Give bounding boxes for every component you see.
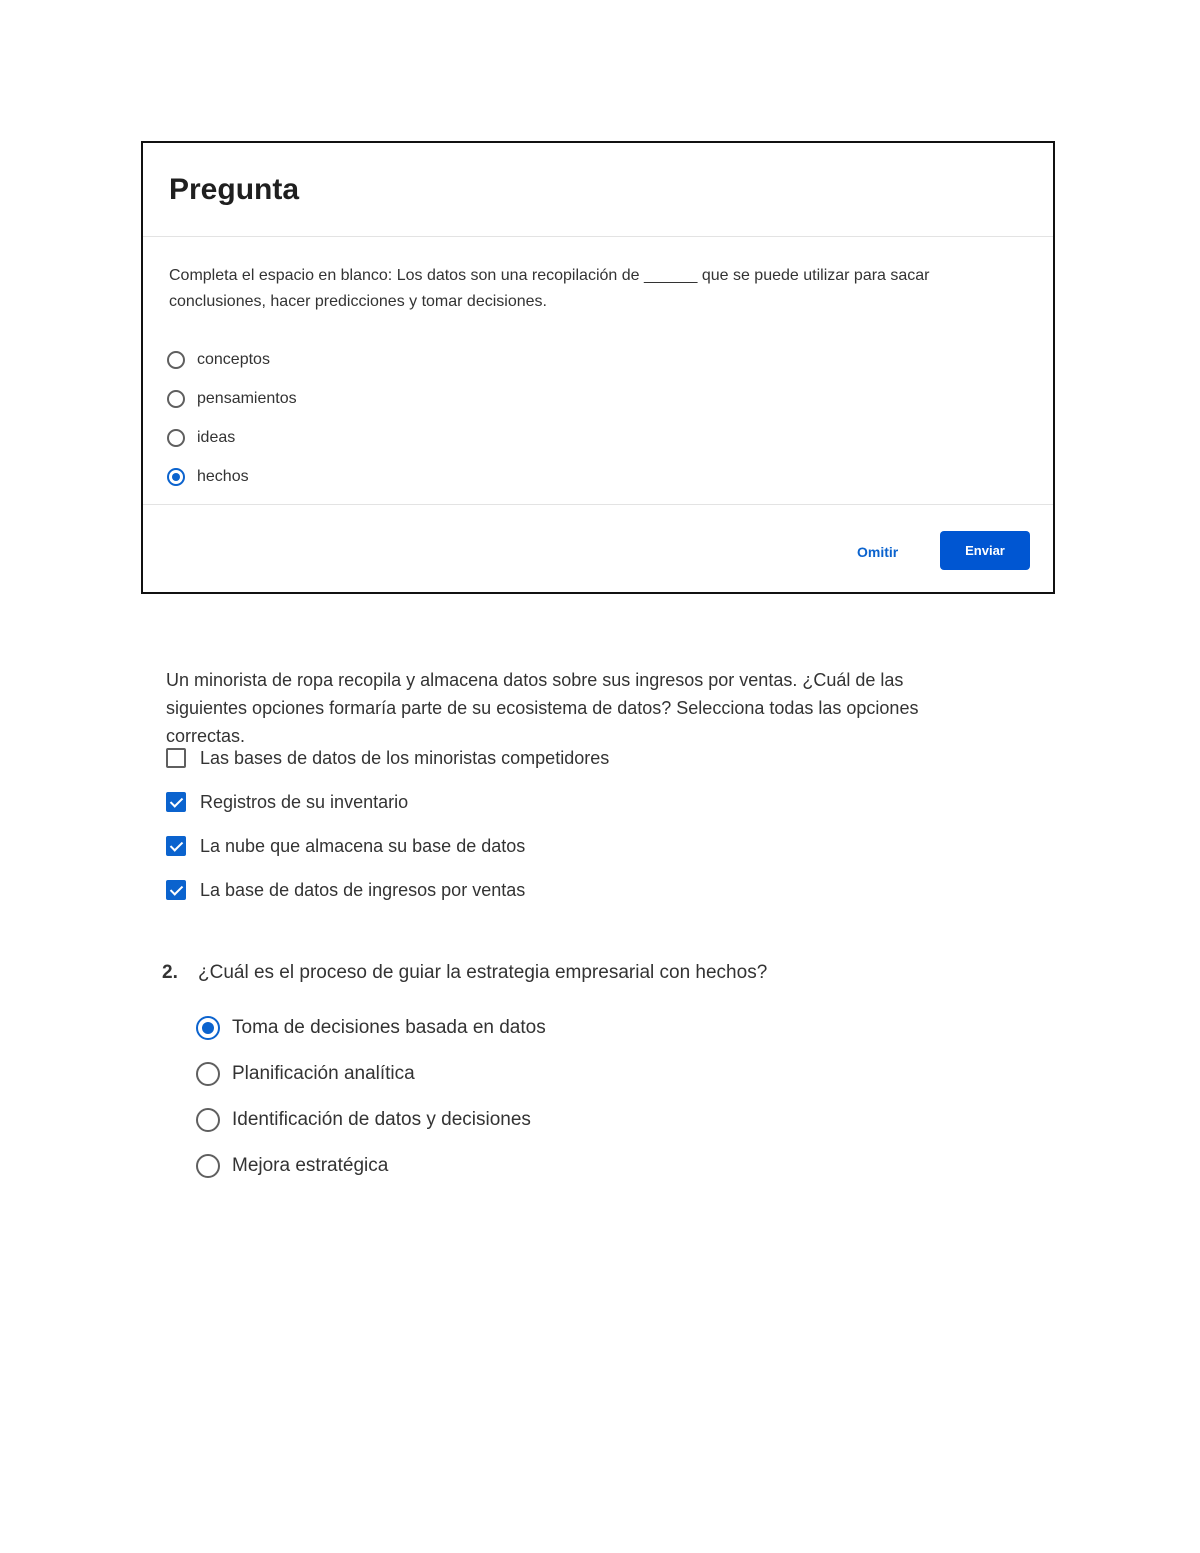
question-2-header bbox=[162, 962, 767, 984]
option-label: pensamientos bbox=[197, 389, 297, 407]
check-option-label: Las bases de datos de los minoristas competidores bbox=[200, 747, 610, 768]
q2-option-analytical-planning[interactable] bbox=[196, 1051, 546, 1097]
dialog-options bbox=[167, 340, 297, 496]
option-pensamientos[interactable] bbox=[167, 379, 297, 418]
radio-button[interactable] bbox=[167, 351, 185, 369]
option-label: hechos bbox=[197, 467, 249, 485]
radio-button[interactable] bbox=[167, 429, 185, 447]
check-option-label: La base de datos de ingresos por ventas bbox=[200, 879, 526, 900]
check-option-label: La nube que almacena su base de datos bbox=[200, 835, 526, 856]
question-dialog bbox=[141, 141, 1055, 594]
radio-button[interactable] bbox=[196, 1062, 220, 1086]
q2-option-data-driven[interactable] bbox=[196, 1005, 546, 1051]
dialog-prompt: Completa el espacio en blanco: Los datos son una recopilación de ______ que se puede utilizar para sacar conclusiones, hacer predicciones y tomar decisiones. bbox=[169, 267, 930, 310]
checkbox-checked[interactable] bbox=[166, 792, 186, 812]
option-label: ideas bbox=[197, 428, 236, 446]
question-2-options bbox=[196, 1005, 546, 1189]
q2-option-label: Mejora estratégica bbox=[232, 1155, 389, 1176]
check-option-inventory[interactable] bbox=[166, 780, 609, 824]
dialog-divider-top bbox=[143, 236, 1053, 237]
check-option-competitors[interactable] bbox=[166, 736, 609, 780]
radio-button[interactable] bbox=[196, 1108, 220, 1132]
option-conceptos[interactable] bbox=[167, 340, 297, 379]
q2-option-label: Planificación analítica bbox=[232, 1063, 415, 1084]
checkbox[interactable] bbox=[166, 748, 186, 768]
radio-button-selected[interactable] bbox=[167, 468, 185, 486]
q2-option-strategic-improvement[interactable] bbox=[196, 1143, 546, 1189]
check-option-sales-db[interactable] bbox=[166, 868, 609, 912]
check-option-cloud[interactable] bbox=[166, 824, 609, 868]
q2-option-identification[interactable] bbox=[196, 1097, 546, 1143]
option-label: conceptos bbox=[197, 350, 270, 368]
question-2-prompt: ¿Cuál es el proceso de guiar la estrategia empresarial con hechos? bbox=[198, 962, 768, 983]
dialog-title: Pregunta bbox=[169, 173, 300, 206]
dialog-divider-bottom bbox=[143, 504, 1053, 505]
radio-button-selected[interactable] bbox=[196, 1016, 220, 1040]
radio-button[interactable] bbox=[196, 1154, 220, 1178]
multi-question-options bbox=[166, 736, 609, 912]
question-number: 2. bbox=[162, 962, 178, 983]
option-hechos[interactable] bbox=[167, 457, 297, 496]
multi-question-prompt: Un minorista de ropa recopila y almacena datos sobre sus ingresos por ventas. ¿Cuál de las siguientes opciones formaría parte de su ecosistema de datos? Selecciona todas las opciones correctas. bbox=[166, 670, 919, 746]
check-option-label: Registros de su inventario bbox=[200, 791, 409, 812]
q2-option-label: Identificación de datos y decisiones bbox=[232, 1109, 531, 1130]
submit-button[interactable]: Enviar bbox=[940, 531, 1030, 570]
option-ideas[interactable] bbox=[167, 418, 297, 457]
checkbox-checked[interactable] bbox=[166, 836, 186, 856]
checkbox-checked[interactable] bbox=[166, 880, 186, 900]
skip-button[interactable]: Omitir bbox=[849, 536, 906, 568]
radio-button[interactable] bbox=[167, 390, 185, 408]
q2-option-label: Toma de decisiones basada en datos bbox=[232, 1017, 546, 1038]
